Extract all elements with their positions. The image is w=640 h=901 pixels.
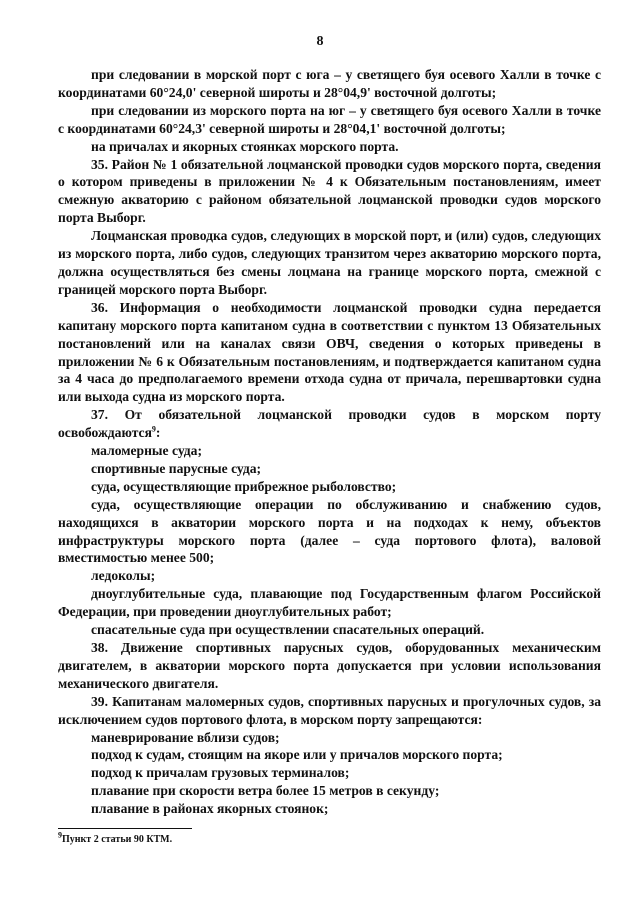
paragraph-berths-anchorages: на причалах и якорных стоянках морского порта. <box>91 138 399 154</box>
paragraph-departure-south: при следовании из морского порта на юг – у светящего буя осевого Халли в точке с координатами 60°24,3' северной широты и 28°04,1' восточной долготы; <box>58 102 601 136</box>
footnote-divider <box>58 828 192 829</box>
paragraph-approach-south: при следовании в морской порт с юга – у светящего буя осевого Халли в точке с координатами 60°24,0' северной широты и 28°04,9' восточной долготы; <box>58 67 601 100</box>
list-item-coastal-fishing: суда, осуществляющие прибрежное рыболовство; <box>91 478 397 494</box>
paragraph-39: 39. Капитанам маломерных судов, спортивных парусных и прогулочных судов, за исключением судов портового флота, в морском порту запрещаются: <box>58 693 601 727</box>
footnote-text: Пункт 2 статьи 90 КТМ. <box>62 834 173 845</box>
list-item-rescue-vessels: спасательные суда при осуществлении спасательных операций. <box>91 622 485 638</box>
paragraph-35: 35. Район № 1 обязательной лоцманской проводки судов морского порта, сведения о котором приведены в приложении № 4 к Обязательным постановлениям, имеет смежную акваторию с районом обязательной лоцманской проводки судов морского порта Выборг. <box>58 156 601 226</box>
paragraph-37 <box>58 406 601 442</box>
list-item-wind-speed: плавание при скорости ветра более 15 метров в секунду; <box>91 783 440 799</box>
paragraph-37-text: 37. От обязательной лоцманской проводки судов в морском порту освобождаются <box>58 407 601 441</box>
footnote <box>58 830 173 845</box>
list-item-approach-vessels: подход к судам, стоящим на якоре или у причалов морского порта; <box>91 747 503 763</box>
list-item-anchorage-areas: плавание в районах якорных стоянок; <box>91 801 329 817</box>
footnote-marker: 9 <box>58 830 62 840</box>
list-item-dredgers: дноуглубительные суда, плавающие под Государственным флагом Российской Федерации, при проведении дноуглубительных работ; <box>58 586 601 620</box>
list-item-icebreakers: ледоколы; <box>91 568 156 584</box>
list-item-approach-terminals: подход к причалам грузовых терминалов; <box>91 765 350 781</box>
paragraph-38: 38. Движение спортивных парусных судов, оборудованных механическим двигателем, в акватории морского порта допускается при условии использования механического двигателя. <box>58 640 601 691</box>
list-item-maneuvering: маневрирование вблизи судов; <box>91 729 280 745</box>
list-item-small-craft: маломерные суда; <box>91 443 202 459</box>
footnote-reference: 9 <box>151 424 156 434</box>
document-body <box>58 66 601 818</box>
paragraph-35-pilotage: Лоцманская проводка судов, следующих в морской порт, и (или) судов, следующих из морского порта, либо судов, следующих транзитом через акваторию морского порта, должна осуществляться без смены лоцмана на границе морского порта, смежной с границей морского порта Выборг. <box>58 228 601 297</box>
paragraph-36: 36. Информация о необходимости лоцманской проводки судна передается капитану морского порта капитаном судна в соответствии с пунктом 13 Обязательных постановлений или на каналах связи ОВЧ, сведения о которых приведены в приложении № 6 к Обязательным постановлениям, и подтверждается капитаном судна за 4 часа до предполагаемого времени отхода судна от причала, перешвартовки судна или выхода судна из морского порта. <box>58 299 601 405</box>
paragraph-37-colon: : <box>155 425 161 441</box>
list-item-port-fleet: суда, осуществляющие операции по обслуживанию и снабжению судов, находящихся в акватории морского порта и на подходах к нему, объектов инфраструктуры морского порта (далее – суда портового флота), валовой вместимостью менее 500; <box>58 496 601 566</box>
page-number: 8 <box>316 34 324 49</box>
list-item-sailing-vessels: спортивные парусные суда; <box>91 460 262 476</box>
